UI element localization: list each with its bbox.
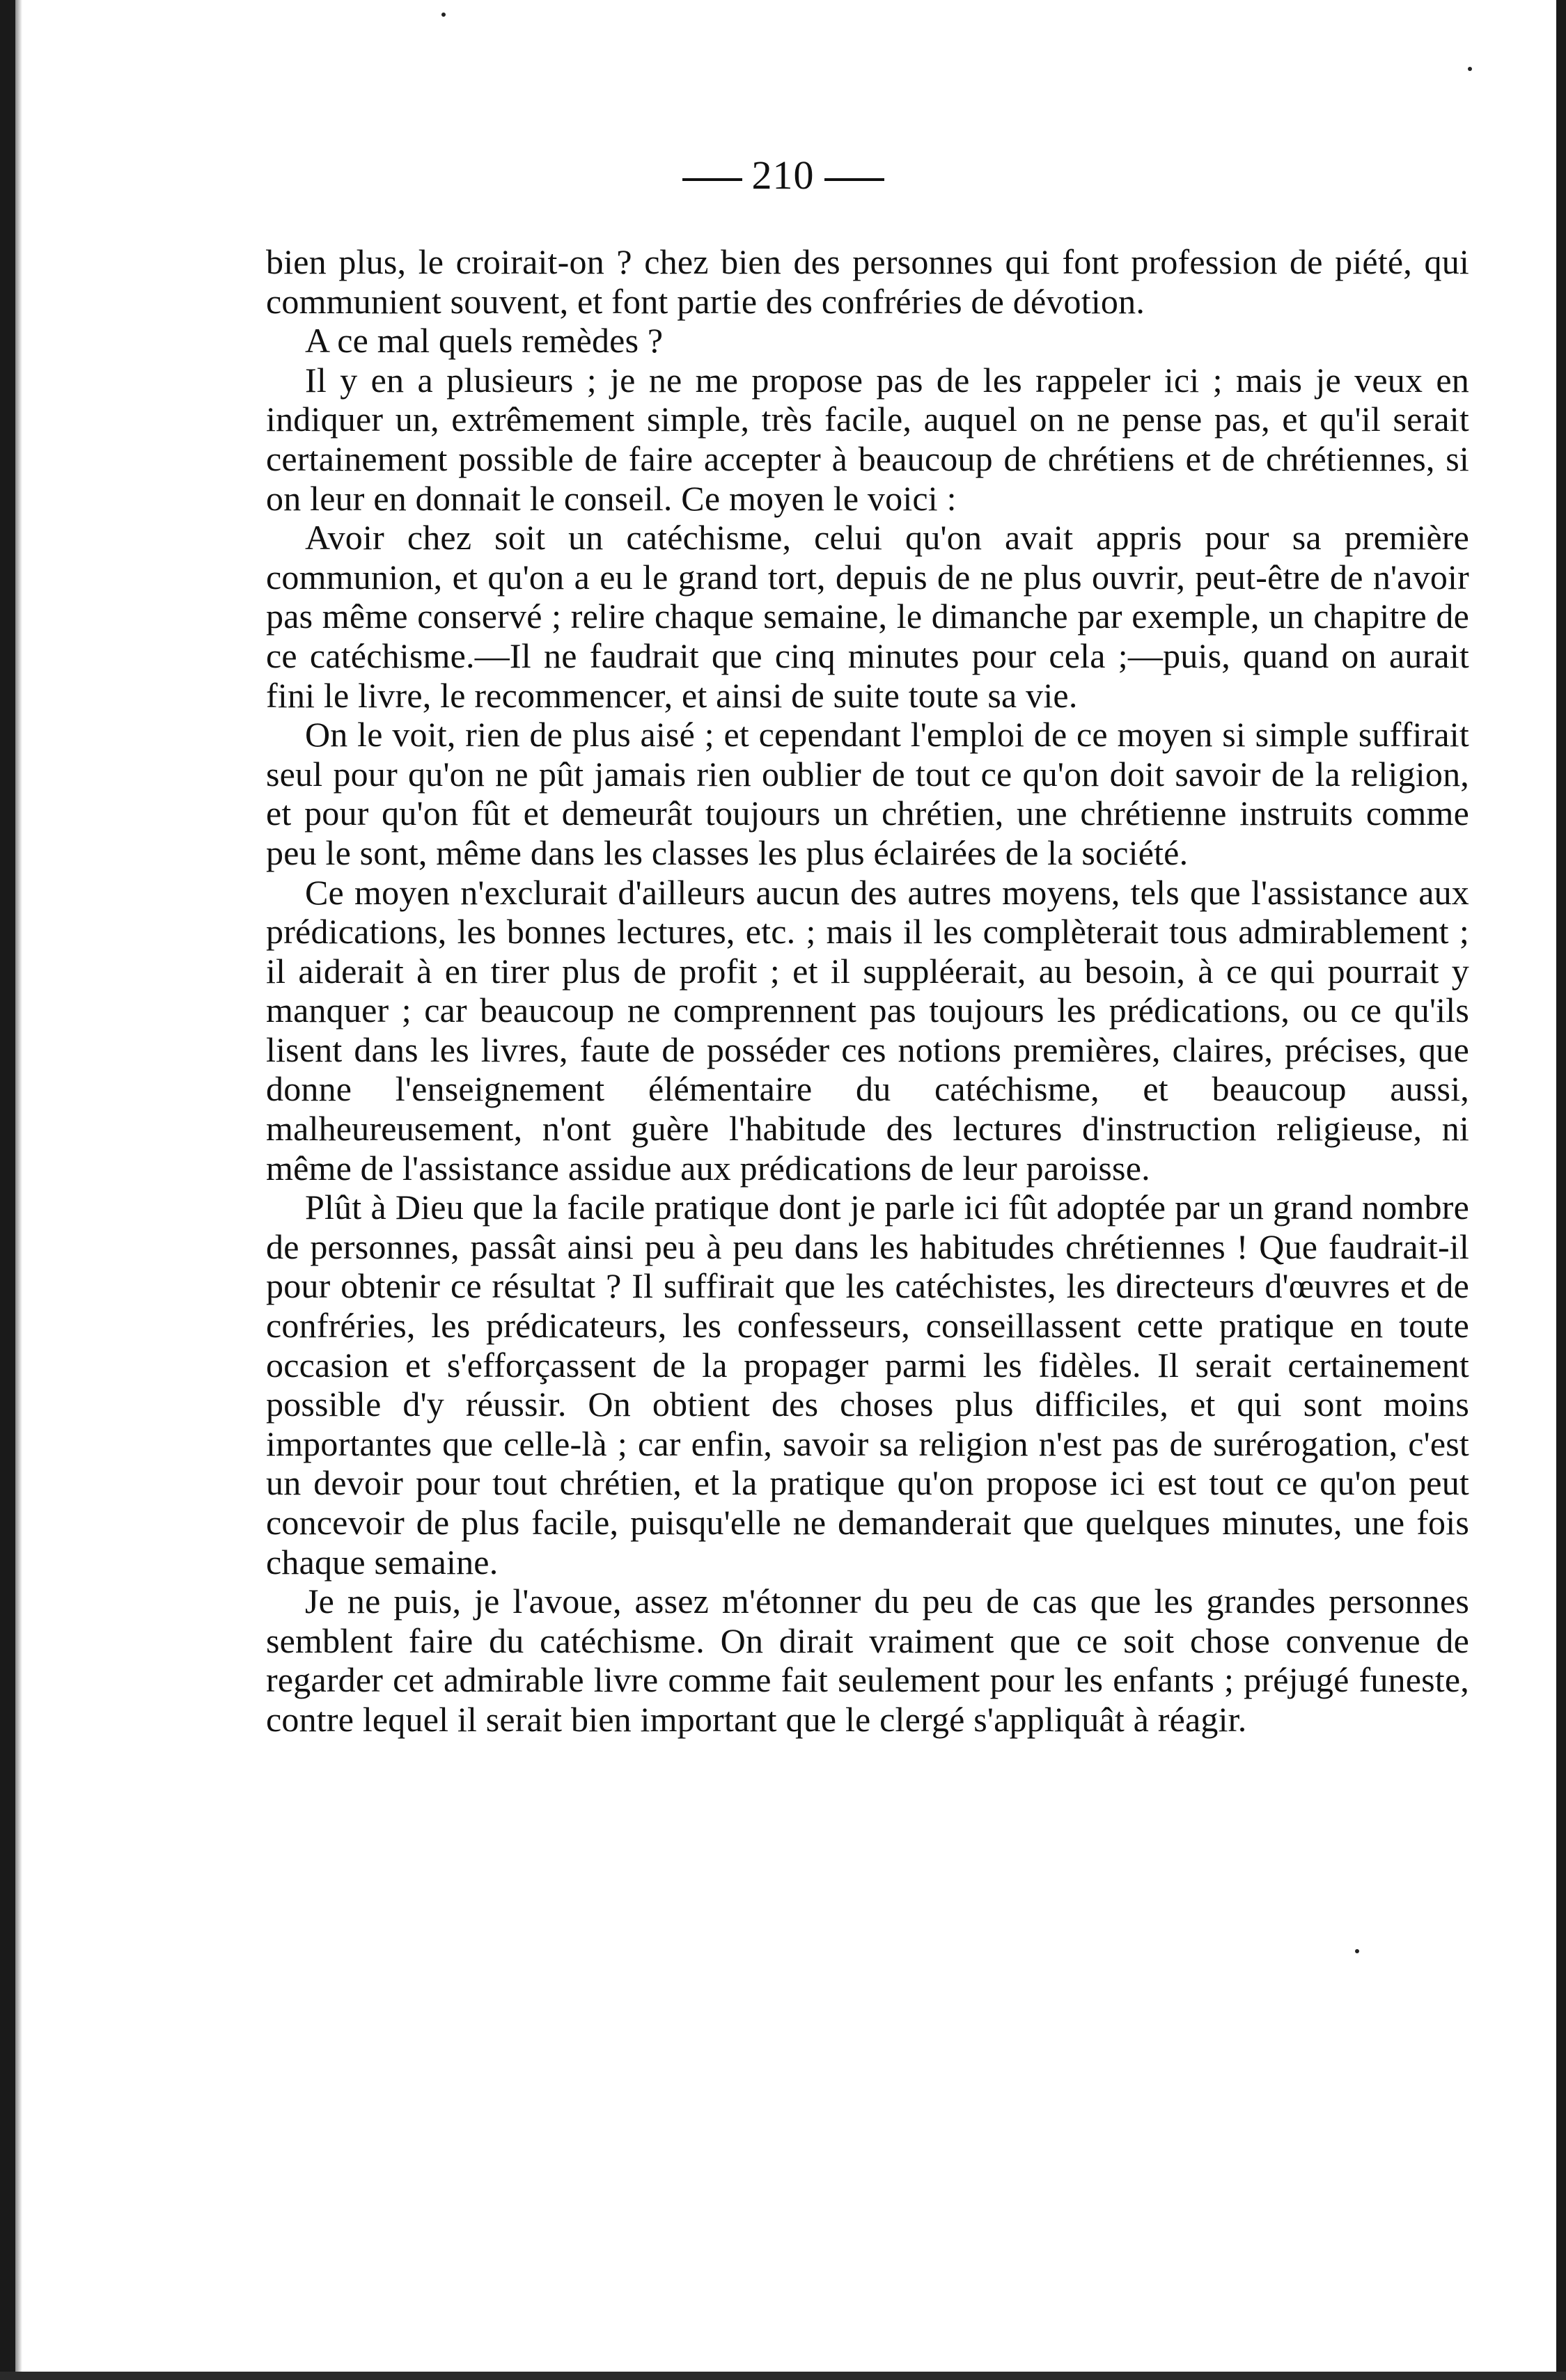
page-number: 210 bbox=[751, 152, 815, 198]
scan-border-right bbox=[1556, 0, 1566, 2380]
scan-border-bottom bbox=[0, 2372, 1566, 2380]
scan-speck bbox=[1468, 67, 1472, 71]
body-text bbox=[266, 242, 1469, 1740]
paragraph: On le voit, rien de plus aisé ; et cependant l'emploi de ce moyen si simple suffirait seul pour qu'on ne pût jamais rien oublier de tout ce qu'on doit savoir de la religion, et pour qu'on fût et demeurât toujours un chrétien, une chrétienne instruits comme peu le sont, même dans les classes les plus éclairées de la société. bbox=[266, 715, 1469, 872]
scan-border-left-shadow bbox=[15, 0, 22, 2380]
paragraph: Avoir chez soit un catéchisme, celui qu'on avait appris pour sa première communion, et qu'on a eu le grand tort, depuis de ne plus ouvrir, peut-être de n'avoir pas même conservé ; relire chaque semaine, le dimanche par exemple, un chapitre de ce catéchisme.—Il ne faudrait que cinq minutes pour cela ;—puis, quand on aurait fini le livre, le recommencer, et ainsi de suite toute sa vie. bbox=[266, 518, 1469, 715]
paragraph: Il y en a plusieurs ; je ne me propose pas de les rappeler ici ; mais je veux en indiquer un, extrêmement simple, très facile, auquel on ne pense pas, et qu'il serait certainement possible de faire accepter à beaucoup de chrétiens et de chrétiennes, si on leur en donnait le conseil. Ce moyen le voici : bbox=[266, 360, 1469, 518]
scan-border-left bbox=[0, 0, 15, 2380]
header-dash-left bbox=[682, 178, 742, 181]
paragraph: Ce moyen n'exclurait d'ailleurs aucun des autres moyens, tels que l'assistance aux prédications, les bonnes lectures, etc. ; mais il les complèterait tous admirablement ; il aiderait à en tirer plus de profit ; et il suppléerait, au besoin, à ce qui pourrait y manquer ; car beaucoup ne comprennent pas toujours les prédications, ou ce qu'ils lisent dans les livres, faute de posséder ces notions premières, claires, précises, que donne l'enseignement élémentaire du catéchisme, et beaucoup aussi, malheureusement, n'ont guère l'habitude des lectures d'instruction religieuse, ni même de l'assistance assidue aux prédications de leur paroisse. bbox=[266, 872, 1469, 1188]
scan-speck bbox=[441, 13, 446, 17]
paragraph: Je ne puis, je l'avoue, assez m'étonner du peu de cas que les grandes personnes semblent faire du catéchisme. On dirait vraiment que ce soit chose convenue de regarder cet admirable livre comme fait seulement pour les enfants ; préjugé funeste, contre lequel il serait bien important que le clergé s'appliquât à réagir. bbox=[266, 1582, 1469, 1739]
scan-speck bbox=[1355, 1949, 1359, 1953]
paragraph: bien plus, le croirait-on ? chez bien des personnes qui font profession de piété, qui communient souvent, et font partie des confréries de dévotion. bbox=[266, 242, 1469, 321]
paragraph: A ce mal quels remèdes ? bbox=[305, 321, 664, 361]
page-number-header bbox=[0, 152, 1566, 198]
paragraph: Plût à Dieu que la facile pratique dont je parle ici fût adoptée par un grand nombre de personnes, passât ainsi peu à peu dans les habitudes chrétiennes ! Que faudrait-il pour obtenir ce résultat ? Il suffirait que les catéchistes, les directeurs d'œuvres et de confréries, les prédicateurs, les confesseurs, conseillassent cette pratique en toute occasion et s'efforçassent de la propager parmi les fidèles. Il serait certainement possible d'y réussir. On obtient des choses plus difficiles, et qui sont moins importantes que celle-là ; car enfin, savoir sa religion n'est pas de surérogation, c'est un devoir pour tout chrétien, et la pratique qu'on propose ici est tout ce qu'on peut concevoir de plus facile, puisqu'elle ne demanderait que quelques minutes, une fois chaque semaine. bbox=[266, 1188, 1469, 1582]
header-dash-right bbox=[824, 178, 884, 181]
